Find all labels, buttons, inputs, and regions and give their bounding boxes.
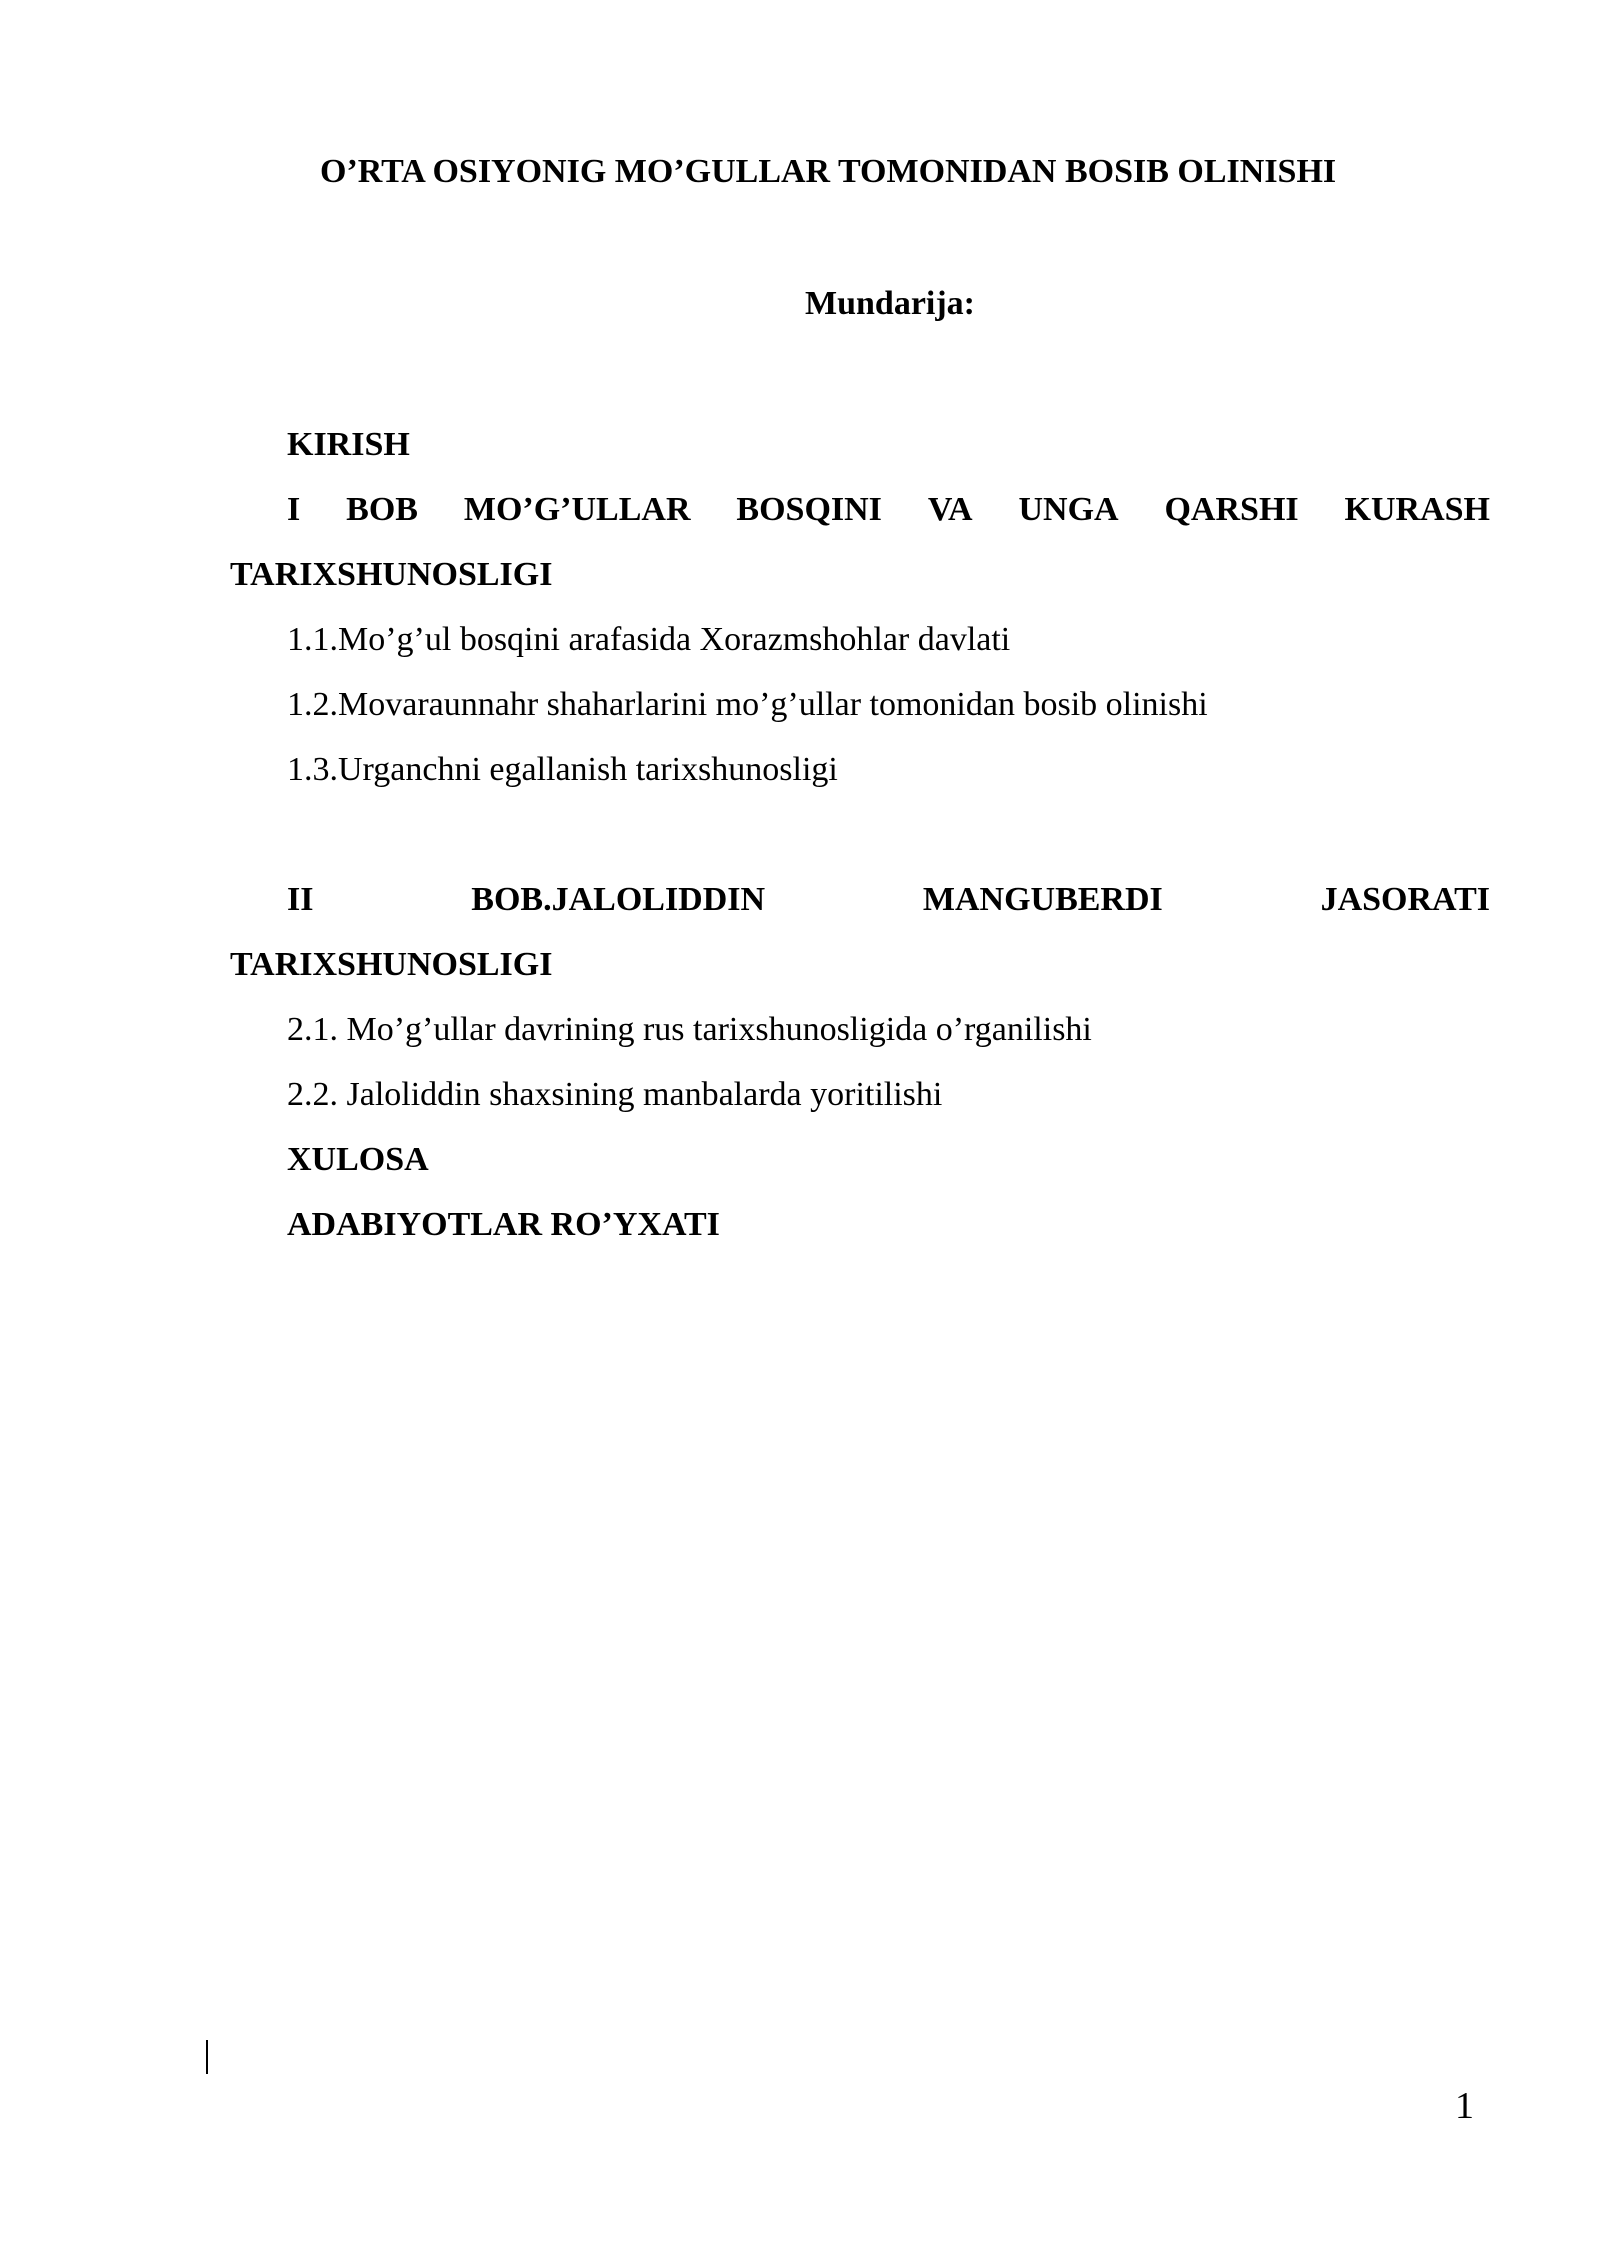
toc-subentry-1-1: 1.1.Mo’g’ul bosqini arafasida Xorazmshohlar davlati <box>287 621 1011 658</box>
page-number: 1 <box>1455 2085 1474 2127</box>
toc-entry-chapter-2 <box>230 867 1490 932</box>
toc-spacer <box>230 802 1490 867</box>
toc-subentry-1-2: 1.2.Movaraunnahr shaharlarini mo’g’ullar tomonidan bosib olinishi <box>287 686 1208 723</box>
chapter-1-word: QARSHI <box>1164 491 1299 528</box>
chapter-1-word: MO’G’ULLAR <box>463 491 691 528</box>
toc-subentry-2-1: 2.1. Mo’g’ullar davrining rus tarixshunosligida o’rganilishi <box>287 1011 1092 1048</box>
chapter-2-word: JASORATI <box>1320 881 1490 918</box>
chapter-2-word: II <box>287 881 314 918</box>
chapter-1-word: BOB <box>346 491 418 528</box>
toc-entry-intro: KIRISH <box>287 426 410 463</box>
chapter-1-word: UNGA <box>1018 491 1119 528</box>
toc-entry-chapter-1 <box>230 477 1490 542</box>
toc-heading: Mundarija: <box>805 285 975 322</box>
toc-entry-references: ADABIYOTLAR RO’YXATI <box>287 1206 720 1243</box>
chapter-1-word: BOSQINI <box>736 491 882 528</box>
toc-entry-chapter-2-continuation: TARIXSHUNOSLIGI <box>230 946 553 983</box>
chapter-1-word: KURASH <box>1344 491 1490 528</box>
document-title: O’RTA OSIYONIG MO’GULLAR TOMONIDAN BOSIB OLINISHI <box>320 153 1337 190</box>
chapter-1-word: I <box>287 491 301 528</box>
toc-entry-chapter-1-continuation: TARIXSHUNOSLIGI <box>230 556 553 593</box>
toc-entry-conclusion: XULOSA <box>287 1141 429 1178</box>
chapter-2-word: BOB.JALOLIDDIN <box>471 881 766 918</box>
toc-subentry-2-2: 2.2. Jaloliddin shaxsining manbalarda yoritilishi <box>287 1076 943 1113</box>
text-cursor <box>206 2040 208 2074</box>
chapter-1-word: VA <box>927 491 973 528</box>
table-of-contents <box>230 412 1490 1257</box>
chapter-2-word: MANGUBERDI <box>922 881 1163 918</box>
toc-subentry-1-3: 1.3.Urganchni egallanish tarixshunosligi <box>287 751 838 788</box>
